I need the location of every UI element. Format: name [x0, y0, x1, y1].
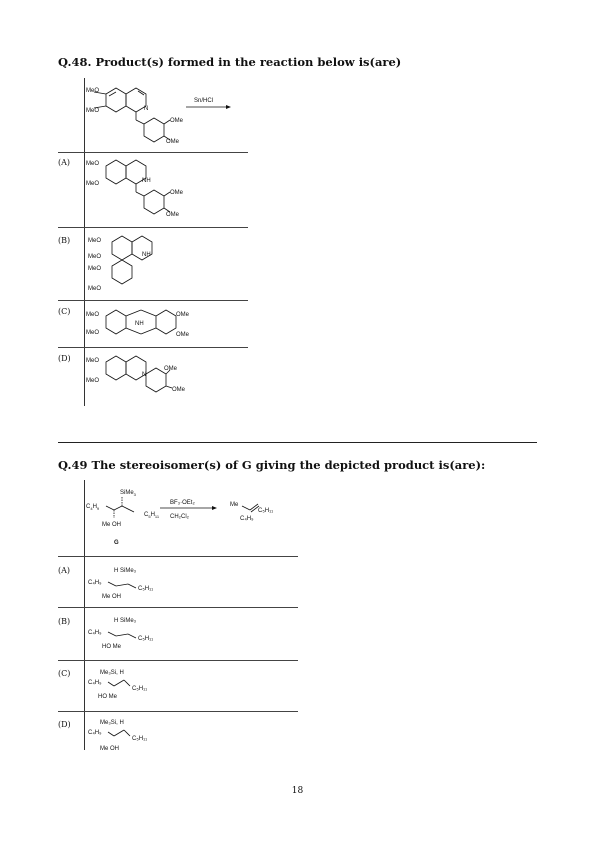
q49-g-name: G	[114, 540, 119, 546]
q48-option-a-structure[interactable]	[86, 156, 226, 222]
q49-reagent-top: BF₃·OEt₂	[170, 500, 195, 506]
q48-option-c-label: (C)	[58, 307, 71, 316]
q49-row-divider-4	[58, 711, 298, 712]
svg-text:C4H9: $C_4H_9$	[86, 504, 100, 511]
q48-reactant-n: N	[144, 106, 149, 112]
q48-b-meo-1: MeO	[88, 238, 102, 244]
svg-text:C₅H₁₁: C₅H₁₁	[132, 736, 148, 742]
q49-row-divider-1	[58, 556, 298, 557]
section-divider	[58, 442, 537, 443]
q48-d-ome-1: OMe	[164, 366, 178, 372]
q48-table-left-border	[84, 78, 85, 406]
q48-c-meo-1: MeO	[86, 312, 100, 318]
q48-a-meo-2: MeO	[86, 181, 100, 187]
q48-c-ome-2: OMe	[176, 332, 190, 338]
q48-b-meo-3: MeO	[88, 266, 102, 272]
q49-product-c5h11: C₅H₁₁	[258, 508, 274, 514]
svg-text:Me OH: Me OH	[102, 594, 122, 600]
svg-text:H SiMe₃: H SiMe₃	[114, 568, 137, 574]
q48-title: Q.48. Product(s) formed in the reaction below is(are)	[58, 55, 402, 69]
q48-a-nh: NH	[142, 178, 151, 184]
q48-row-divider-1	[58, 152, 248, 153]
q48-row-divider-2	[58, 227, 248, 228]
svg-text:HO Me: HO Me	[98, 694, 118, 700]
q48-option-a-label: (A)	[58, 158, 71, 167]
q49-row-divider-2	[58, 607, 298, 608]
q49-table-left-border	[84, 480, 85, 750]
q48-a-ome-2: OMe	[166, 212, 180, 218]
svg-text:C5H11: $C_5H_{11}$	[144, 512, 160, 519]
q49-product-me: Me	[230, 502, 239, 508]
q48-reactant-ome-2: OMe	[166, 139, 180, 145]
q49-option-c-structure[interactable]	[86, 666, 186, 708]
q48-c-nh: NH	[135, 321, 144, 327]
q48-d-n: N	[142, 372, 147, 378]
q48-option-c-structure[interactable]	[86, 306, 246, 346]
q49-g-me: Me	[102, 522, 111, 528]
q49-product-c4h9: C₄H₉	[240, 516, 254, 522]
q48-d-meo-1: MeO	[86, 358, 100, 364]
q48-row-divider-3	[58, 300, 248, 301]
q48-option-d-structure[interactable]	[86, 352, 226, 402]
svg-text:C₅H₁₁: C₅H₁₁	[132, 686, 148, 692]
svg-text:C₄H₉: C₄H₉	[88, 680, 102, 686]
q49-option-d-structure[interactable]	[86, 716, 186, 758]
q49-row-divider-3	[58, 660, 298, 661]
svg-text:C₄H₉: C₄H₉	[88, 630, 102, 636]
svg-text:C₅H₁₁: C₅H₁₁	[138, 636, 154, 642]
q48-b-nh: NH	[142, 252, 151, 258]
svg-text:C₄H₉: C₄H₉	[88, 580, 102, 586]
svg-text:Me OH: Me OH	[100, 746, 120, 752]
svg-text:SiMe3: SiMe$_3$	[120, 490, 136, 497]
q48-a-ome-1: OMe	[170, 190, 184, 196]
q48-row-divider-4	[58, 347, 248, 348]
q49-option-d-label: (D)	[58, 720, 71, 729]
q49-option-b-structure[interactable]	[86, 614, 186, 656]
q48-b-meo-4: MeO	[88, 286, 102, 292]
q48-reactant-meo-2: MeO	[86, 108, 100, 114]
q49-title: Q.49 The stereoisomer(s) of G giving the depicted product is(are):	[58, 458, 486, 472]
q48-b-meo-2: MeO	[88, 254, 102, 260]
svg-text:Me₃Si, H: Me₃Si, H	[100, 720, 124, 726]
q49-option-c-label: (C)	[58, 669, 71, 678]
q48-reactant-structure	[86, 82, 246, 150]
q48-reagent: Sn/HCl	[194, 98, 214, 104]
q49-reaction-scheme	[86, 486, 296, 548]
q48-reactant-ome-1: OMe	[170, 118, 184, 124]
q49-option-b-label: (B)	[58, 617, 71, 626]
q48-a-meo-1: MeO	[86, 161, 100, 167]
q48-c-meo-2: MeO	[86, 330, 100, 336]
svg-text:C₄H₉: C₄H₉	[88, 730, 102, 736]
q48-c-ome-1: OMe	[176, 312, 190, 318]
svg-text:Me₃Si, H: Me₃Si, H	[100, 670, 124, 676]
svg-text:C₅H₁₁: C₅H₁₁	[138, 586, 154, 592]
q49-option-a-structure[interactable]	[86, 564, 186, 606]
q48-option-b-label: (B)	[58, 236, 71, 245]
q49-reagent-bottom: CH₂Cl₂	[170, 514, 189, 520]
q48-d-ome-2: OMe	[172, 387, 186, 393]
q48-d-meo-2: MeO	[86, 378, 100, 384]
q48-reactant-meo-1: MeO	[86, 88, 100, 94]
q48-option-d-label: (D)	[58, 354, 71, 363]
q48-option-b-structure[interactable]	[86, 232, 226, 298]
svg-text:HO Me: HO Me	[102, 644, 122, 650]
svg-text:H SiMe₃: H SiMe₃	[114, 618, 137, 624]
page-number: 18	[291, 786, 304, 796]
q49-g-oh: OH	[112, 522, 121, 528]
q49-option-a-label: (A)	[58, 566, 71, 575]
